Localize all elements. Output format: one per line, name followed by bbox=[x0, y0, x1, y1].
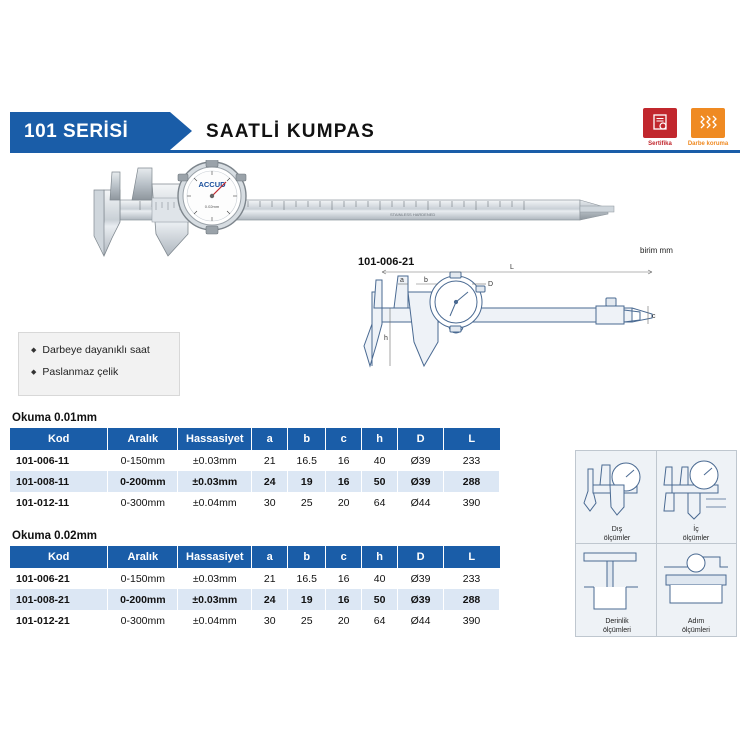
col-b: b bbox=[288, 428, 326, 450]
cell-c: 20 bbox=[326, 610, 362, 631]
badge-group bbox=[620, 108, 740, 154]
cell-kod: 101-012-11 bbox=[10, 492, 108, 513]
label-outside: Dış ölçümler bbox=[603, 526, 631, 542]
col-aralik: Aralık bbox=[108, 546, 178, 568]
impact-badge-caption: Darbe koruma bbox=[687, 141, 729, 147]
series-label: 101 SERİSİ bbox=[24, 121, 129, 142]
cell-kod: 101-008-21 bbox=[10, 589, 108, 610]
cell-d: Ø44 bbox=[398, 492, 444, 513]
cell-aralik: 0-300mm bbox=[108, 610, 178, 631]
cell-b: 16.5 bbox=[288, 450, 326, 471]
col-kod: Kod bbox=[10, 546, 108, 568]
dim-label-h: h bbox=[384, 335, 388, 342]
cell-b: 19 bbox=[288, 471, 326, 492]
table-header-row bbox=[10, 428, 500, 450]
page-header bbox=[10, 112, 740, 154]
col-h: h bbox=[362, 428, 398, 450]
cell-a: 24 bbox=[252, 589, 288, 610]
label-depth: Derinlik ölçümleri bbox=[602, 618, 631, 634]
col-b: b bbox=[288, 546, 326, 568]
unit-note: birim mm bbox=[640, 246, 673, 255]
cell-hassasiyet: ±0.03mm bbox=[178, 471, 252, 492]
col-l: L bbox=[444, 546, 500, 568]
cell-b: 25 bbox=[288, 610, 326, 631]
cell-aralik: 0-150mm bbox=[108, 450, 178, 471]
cell-a: 30 bbox=[252, 492, 288, 513]
cell-aralik: 0-200mm bbox=[108, 471, 178, 492]
cell-kod: 101-006-11 bbox=[10, 450, 108, 471]
cell-d: Ø39 bbox=[398, 589, 444, 610]
col-aralik: Aralık bbox=[108, 428, 178, 450]
col-kod: Kod bbox=[10, 428, 108, 450]
dim-label-D: D bbox=[488, 281, 494, 288]
cell-c: 16 bbox=[326, 568, 362, 589]
impact-badge bbox=[686, 108, 730, 154]
table-row bbox=[10, 610, 500, 631]
cell-aralik: 0-150mm bbox=[108, 568, 178, 589]
cell-h: 40 bbox=[362, 568, 398, 589]
product-photo bbox=[60, 160, 620, 270]
table-row bbox=[10, 568, 500, 589]
col-d: D bbox=[398, 428, 444, 450]
cell-a: 30 bbox=[252, 610, 288, 631]
outside-measurement-icon bbox=[580, 455, 652, 521]
certificate-badge bbox=[638, 108, 682, 154]
table-row bbox=[10, 492, 500, 513]
svg-text:STAINLESS HARDENED: STAINLESS HARDENED bbox=[390, 212, 436, 217]
cell-h: 64 bbox=[362, 610, 398, 631]
cell-d: Ø39 bbox=[398, 471, 444, 492]
table-block-1 bbox=[10, 412, 500, 513]
spec-table-2 bbox=[10, 546, 500, 631]
cell-d: Ø44 bbox=[398, 610, 444, 631]
cell-l: 390 bbox=[444, 610, 500, 631]
cell-c: 20 bbox=[326, 492, 362, 513]
spec-table-1 bbox=[10, 428, 500, 513]
depth-measurement-icon bbox=[580, 547, 652, 613]
feature-box bbox=[18, 332, 180, 396]
table-row bbox=[10, 450, 500, 471]
page-title: SAATLİ KUMPAS bbox=[206, 121, 376, 142]
header-arrow-shape bbox=[170, 112, 192, 150]
table-header-row bbox=[10, 546, 500, 568]
table-block-2 bbox=[10, 530, 500, 631]
cell-hassasiyet: ±0.03mm bbox=[178, 450, 252, 471]
table-1-caption: Okuma 0.01mm bbox=[12, 412, 98, 424]
cell-kod: 101-012-21 bbox=[10, 610, 108, 631]
cell-c: 16 bbox=[326, 589, 362, 610]
dim-label-L: L bbox=[510, 264, 514, 271]
col-c: c bbox=[326, 428, 362, 450]
dim-label-b: b bbox=[424, 277, 428, 284]
col-a: a bbox=[252, 546, 288, 568]
table-row bbox=[10, 589, 500, 610]
table-2-caption: Okuma 0.02mm bbox=[12, 530, 98, 542]
cell-l: 288 bbox=[444, 589, 500, 610]
panel-divider-horizontal bbox=[576, 543, 736, 544]
cell-b: 19 bbox=[288, 589, 326, 610]
series-badge bbox=[10, 112, 170, 150]
col-hassasiyet: Hassasiyet bbox=[178, 546, 252, 568]
cell-a: 21 bbox=[252, 450, 288, 471]
col-hassasiyet: Hassasiyet bbox=[178, 428, 252, 450]
cell-b: 16.5 bbox=[288, 568, 326, 589]
cell-h: 40 bbox=[362, 450, 398, 471]
svg-text:0.02mm: 0.02mm bbox=[204, 204, 220, 209]
dim-label-a: a bbox=[400, 277, 404, 284]
cell-hassasiyet: ±0.04mm bbox=[178, 610, 252, 631]
application-panel bbox=[575, 450, 737, 637]
col-c: c bbox=[326, 546, 362, 568]
col-l: L bbox=[444, 428, 500, 450]
cell-l: 390 bbox=[444, 492, 500, 513]
step-measurement-icon bbox=[660, 547, 732, 613]
cell-kod: 101-006-21 bbox=[10, 568, 108, 589]
cell-hassasiyet: ±0.03mm bbox=[178, 589, 252, 610]
cell-l: 233 bbox=[444, 450, 500, 471]
cell-c: 16 bbox=[326, 471, 362, 492]
col-a: a bbox=[252, 428, 288, 450]
svg-text:ACCUD: ACCUD bbox=[198, 180, 226, 189]
cell-h: 50 bbox=[362, 589, 398, 610]
cell-l: 288 bbox=[444, 471, 500, 492]
certificate-badge-caption: Sertifika bbox=[648, 141, 672, 147]
cell-aralik: 0-200mm bbox=[108, 589, 178, 610]
cell-aralik: 0-300mm bbox=[108, 492, 178, 513]
label-step: Adım ölçümleri bbox=[681, 618, 710, 634]
feature-bullet-1: ◆ Darbeye dayanıklı saat bbox=[31, 344, 150, 356]
col-h: h bbox=[362, 546, 398, 568]
feature-bullet-2: ◆ Paslanmaz çelik bbox=[31, 366, 118, 378]
cell-h: 64 bbox=[362, 492, 398, 513]
cell-b: 25 bbox=[288, 492, 326, 513]
cell-a: 24 bbox=[252, 471, 288, 492]
label-inside: İç ölçümler bbox=[682, 526, 710, 542]
technical-drawing bbox=[360, 262, 660, 392]
cell-hassasiyet: ±0.03mm bbox=[178, 568, 252, 589]
cell-kod: 101-008-11 bbox=[10, 471, 108, 492]
cell-hassasiyet: ±0.04mm bbox=[178, 492, 252, 513]
dim-label-c: c bbox=[652, 313, 656, 320]
cell-l: 233 bbox=[444, 568, 500, 589]
inside-measurement-icon bbox=[660, 455, 732, 521]
col-d: D bbox=[398, 546, 444, 568]
certificate-icon bbox=[643, 108, 677, 138]
cell-h: 50 bbox=[362, 471, 398, 492]
product-code-label: 101-006-21 bbox=[358, 256, 415, 268]
impact-protection-icon bbox=[691, 108, 725, 138]
cell-c: 16 bbox=[326, 450, 362, 471]
cell-d: Ø39 bbox=[398, 568, 444, 589]
table-row bbox=[10, 471, 500, 492]
cell-a: 21 bbox=[252, 568, 288, 589]
cell-d: Ø39 bbox=[398, 450, 444, 471]
